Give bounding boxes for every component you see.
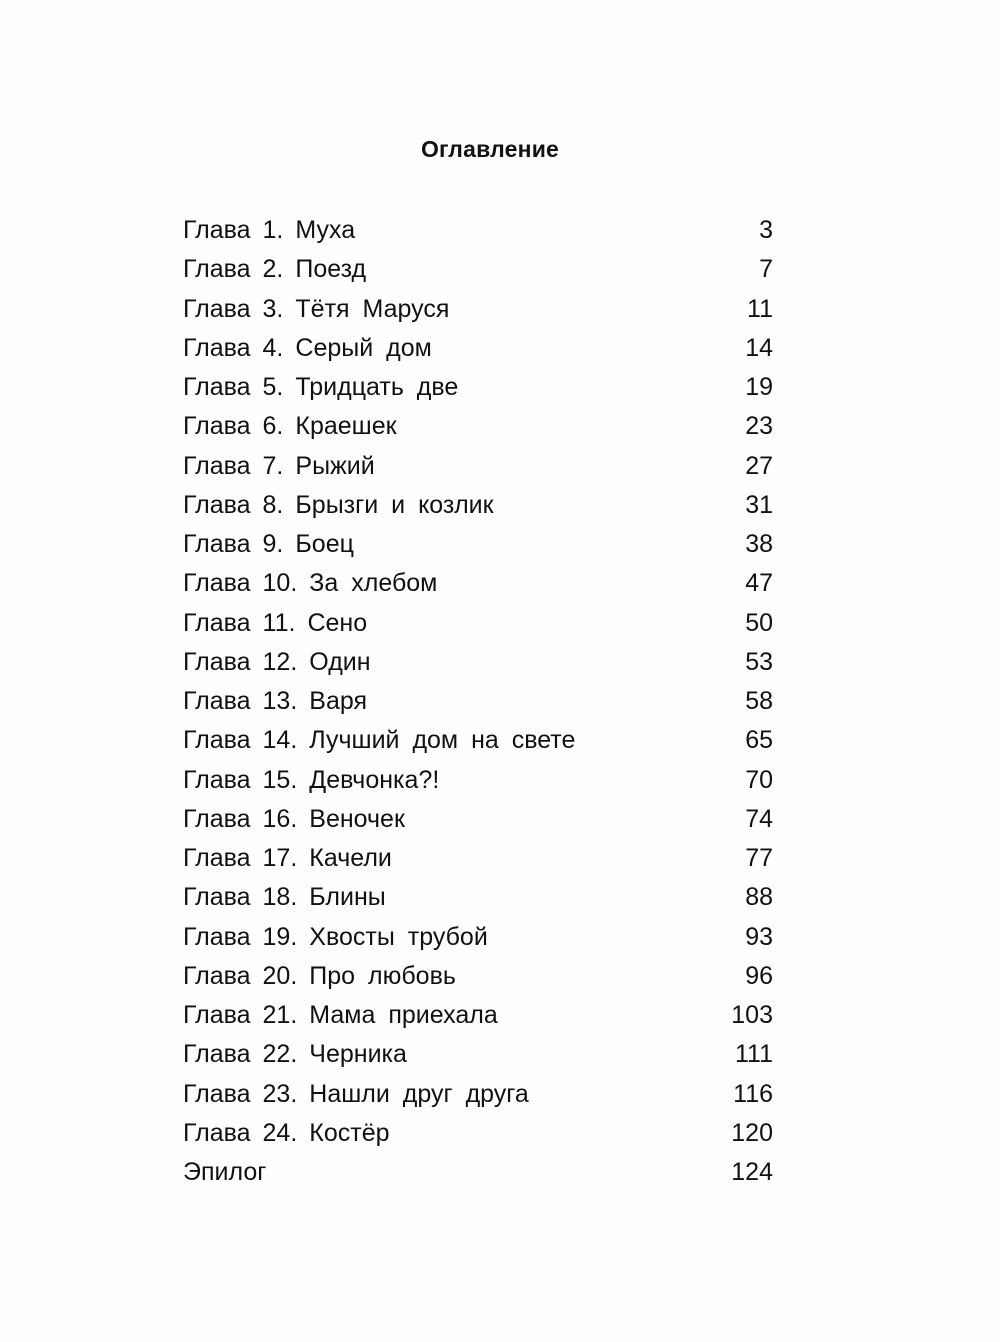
toc-entry-page: 124: [731, 1158, 773, 1187]
toc-entry-label: [183, 290, 713, 329]
toc-entry-label: [183, 407, 713, 446]
toc-entry-page: 88: [745, 883, 773, 912]
toc-entry-prefix: Глава: [183, 1001, 251, 1030]
toc-entry-label: [183, 486, 713, 525]
toc-entry-label: [183, 1153, 713, 1192]
toc-entry: [183, 1114, 773, 1153]
toc-entry-page: 19: [745, 373, 773, 402]
toc-entry-prefix: Глава: [183, 647, 251, 676]
toc-entry-page: 116: [733, 1079, 773, 1108]
toc-entry: [183, 486, 773, 525]
toc-entry-page: 70: [745, 765, 773, 794]
toc-entry-prefix: Глава: [183, 687, 251, 716]
toc-entry: [183, 1153, 773, 1192]
toc-entry-name: Мама приехала: [309, 1001, 498, 1030]
toc-entry-prefix: Глава: [183, 333, 251, 362]
toc-entry-label: [183, 329, 713, 368]
toc-entry: [183, 290, 773, 329]
toc-entry-name: Рыжий: [295, 451, 375, 480]
toc-entry-name: Качели: [309, 844, 392, 873]
toc-entry: [183, 604, 773, 643]
toc-entry-name: Эпилог: [183, 1158, 267, 1187]
toc-entry-name: Варя: [309, 687, 368, 716]
toc-entry-name: Брызги и козлик: [295, 490, 494, 519]
toc-entry-label: [183, 957, 713, 996]
toc-entry-page: 50: [745, 608, 773, 637]
toc-entry-number: 15.: [262, 765, 298, 794]
toc-entry-label: [183, 604, 713, 643]
toc-entry-label: [183, 1114, 713, 1153]
toc-entry: [183, 721, 773, 760]
toc-entry-page: 23: [745, 412, 773, 441]
toc-entry-prefix: Глава: [183, 294, 251, 323]
toc-entry-number: 5.: [262, 373, 284, 402]
toc-entry-label: [183, 839, 713, 878]
toc-entry: [183, 878, 773, 917]
toc-entry: [183, 643, 773, 682]
toc-entry-page: 3: [759, 216, 773, 245]
toc-entry-name: Краешек: [295, 412, 397, 441]
toc-entry-prefix: Глава: [183, 765, 251, 794]
toc-entry-prefix: Глава: [183, 569, 251, 598]
toc-entry-prefix: Глава: [183, 1079, 251, 1108]
toc-entry-number: 21.: [262, 1001, 298, 1030]
toc-entry-number: 7.: [262, 451, 284, 480]
toc-entry-page: 111: [734, 1040, 773, 1069]
toc-entry-prefix: Глава: [183, 1118, 251, 1147]
toc-entry-number: 24.: [262, 1118, 298, 1147]
toc-entry: [183, 682, 773, 721]
toc-entry-prefix: Глава: [183, 451, 251, 480]
toc-entry-prefix: Глава: [183, 412, 251, 441]
toc-entry-prefix: Глава: [183, 922, 251, 951]
toc-entry-page: 14: [745, 333, 773, 362]
toc-entry-name: Хвосты трубой: [309, 922, 488, 951]
toc-entry-page: 103: [731, 1001, 773, 1030]
toc-entry-page: 31: [745, 490, 773, 519]
toc-entry-prefix: Глава: [183, 804, 251, 833]
toc-entry-number: 14.: [262, 726, 298, 755]
toc-entry-prefix: Глава: [183, 530, 251, 559]
toc-entry-label: [183, 250, 713, 289]
toc-entry-number: 1.: [262, 216, 284, 245]
toc-entry-label: [183, 721, 713, 760]
toc-entry-number: 8.: [262, 490, 284, 519]
toc-entry-page: 27: [745, 451, 773, 480]
toc-entry-name: Поезд: [295, 255, 367, 284]
table-of-contents: [183, 211, 773, 1192]
toc-entry: [183, 564, 773, 603]
toc-entry-name: Блины: [309, 883, 386, 912]
toc-entry-name: Черника: [309, 1040, 407, 1069]
toc-entry-name: Лучший дом на свете: [309, 726, 576, 755]
toc-entry-page: 53: [745, 647, 773, 676]
toc-entry-page: 96: [745, 961, 773, 990]
toc-entry-number: 23.: [262, 1079, 298, 1108]
toc-entry-label: [183, 1075, 713, 1114]
toc-entry-page: 11: [747, 294, 773, 323]
toc-entry-number: 6.: [262, 412, 284, 441]
toc-entry-number: 10.: [262, 569, 298, 598]
toc-entry-name: Нашли друг друга: [309, 1079, 529, 1108]
toc-entry: [183, 957, 773, 996]
toc-entry-number: 12.: [262, 647, 298, 676]
toc-entry-page: 93: [745, 922, 773, 951]
toc-entry-label: [183, 211, 713, 250]
toc-entry-label: [183, 643, 713, 682]
toc-entry-page: 58: [745, 687, 773, 716]
toc-entry-label: [183, 1035, 713, 1074]
toc-entry: [183, 329, 773, 368]
toc-entry-number: 11.: [262, 608, 296, 637]
toc-entry-prefix: Глава: [183, 961, 251, 990]
toc-entry-name: За хлебом: [309, 569, 438, 598]
toc-entry-name: Один: [309, 647, 371, 676]
toc-entry-name: Тридцать две: [295, 373, 459, 402]
toc-entry-name: Муха: [295, 216, 356, 245]
toc-entry-prefix: Глава: [183, 373, 251, 402]
toc-entry-label: [183, 368, 713, 407]
toc-entry-name: Девчонка?!: [309, 765, 440, 794]
toc-entry-label: [183, 447, 713, 486]
toc-entry: [183, 996, 773, 1035]
toc-entry: [183, 761, 773, 800]
toc-entry-label: [183, 682, 713, 721]
toc-entry-page: 47: [745, 569, 773, 598]
toc-entry-prefix: Глава: [183, 883, 251, 912]
toc-entry-number: 19.: [262, 922, 298, 951]
toc-entry-number: 4.: [262, 333, 284, 362]
toc-entry-number: 18.: [262, 883, 298, 912]
toc-entry: [183, 1035, 773, 1074]
toc-entry: [183, 800, 773, 839]
toc-entry-page: 74: [745, 804, 773, 833]
toc-entry-name: Костёр: [309, 1118, 390, 1147]
toc-entry: [183, 407, 773, 446]
toc-entry: [183, 839, 773, 878]
toc-entry-number: 17.: [262, 844, 298, 873]
toc-entry-prefix: Глава: [183, 1040, 251, 1069]
toc-entry-number: 3.: [262, 294, 284, 323]
toc-entry-prefix: Глава: [183, 490, 251, 519]
toc-entry-label: [183, 878, 713, 917]
page-title: Оглавление: [420, 136, 560, 162]
toc-entry-number: 9.: [262, 530, 284, 559]
toc-entry-page: 65: [745, 726, 773, 755]
toc-entry: [183, 368, 773, 407]
toc-entry-label: [183, 525, 713, 564]
toc-entry: [183, 211, 773, 250]
toc-entry-name: Веночек: [309, 804, 405, 833]
toc-entry-page: 7: [759, 255, 773, 284]
toc-entry-label: [183, 761, 713, 800]
toc-entry-page: 77: [745, 844, 773, 873]
toc-entry-prefix: Глава: [183, 608, 251, 637]
toc-entry-prefix: Глава: [183, 216, 251, 245]
toc-entry-label: [183, 800, 713, 839]
toc-entry-label: [183, 996, 713, 1035]
toc-entry: [183, 1075, 773, 1114]
toc-entry-number: 16.: [262, 804, 298, 833]
toc-entry-label: [183, 564, 713, 603]
toc-entry-number: 13.: [262, 687, 298, 716]
toc-entry-name: Сено: [307, 608, 368, 637]
toc-entry-prefix: Глава: [183, 844, 251, 873]
toc-entry: [183, 918, 773, 957]
toc-entry: [183, 525, 773, 564]
toc-entry: [183, 447, 773, 486]
toc-entry-page: 38: [745, 530, 773, 559]
toc-entry-name: Серый дом: [295, 333, 432, 362]
toc-entry-label: [183, 918, 713, 957]
toc-entry-number: 2.: [262, 255, 284, 284]
toc-entry-number: 22.: [262, 1040, 298, 1069]
toc-entry-prefix: Глава: [183, 726, 251, 755]
toc-entry-page: 120: [731, 1118, 773, 1147]
toc-entry-name: Боец: [295, 530, 354, 559]
toc-entry-name: Тётя Маруся: [295, 294, 450, 323]
toc-entry: [183, 250, 773, 289]
toc-entry-name: Про любовь: [309, 961, 456, 990]
toc-entry-number: 20.: [262, 961, 298, 990]
toc-entry-prefix: Глава: [183, 255, 251, 284]
